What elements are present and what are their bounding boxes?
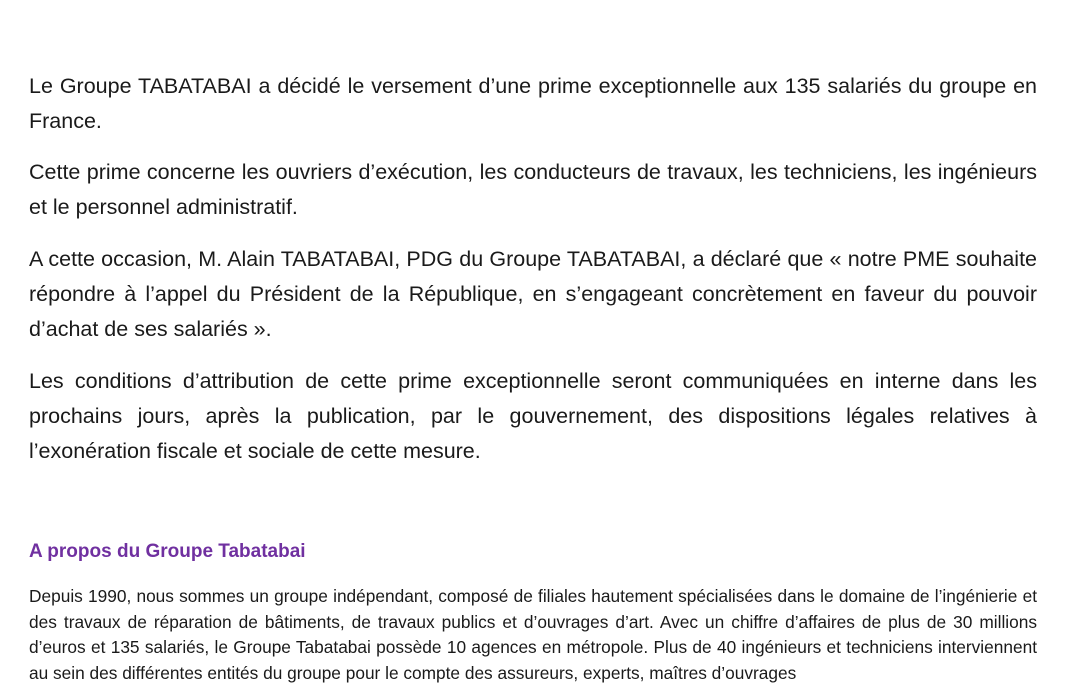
about-heading: A propos du Groupe Tabatabai: [29, 541, 306, 562]
announcement-paragraph: Le Groupe TABATABAI a décidé le versement d’une prime exceptionnelle aux 135 salariés du groupe en France.: [29, 74, 1037, 133]
about-paragraph: Depuis 1990, nous sommes un groupe indépendant, composé de filiales hautement spécialisées dans le domaine de l’ingénierie et des travaux de réparation de bâtiments, de travaux publics et d’ouvrages d’art. Avec un chiffre d’affaires de plus de 30 millions d’euros et 135 salariés, le Groupe Tabatabai possède 10 agences en métropole. Plus de 40 ingénieurs et techniciens interviennent au sein des différentes entités du groupe pour le compte des assureurs, experts, maîtres d’ouvrages: [29, 586, 1037, 683]
ceo-quote-paragraph: A cette occasion, M. Alain TABATABAI, PDG du Groupe TABATABAI, a déclaré que « notre PME souhaite répondre à l’appel du Président de la République, en s’engageant concrètement en faveur du pouvoir d’achat de ses salariés ».: [29, 247, 1037, 341]
conditions-paragraph: Les conditions d’attribution de cette prime exceptionnelle seront communiquées en interne dans les prochains jours, après la publication, par le gouvernement, des dispositions légales relatives à l’exonération fiscale et sociale de cette mesure.: [29, 369, 1037, 463]
employees-paragraph: Cette prime concerne les ouvriers d’exécution, les conducteurs de travaux, les techniciens, les ingénieurs et le personnel administratif.: [29, 160, 1037, 219]
